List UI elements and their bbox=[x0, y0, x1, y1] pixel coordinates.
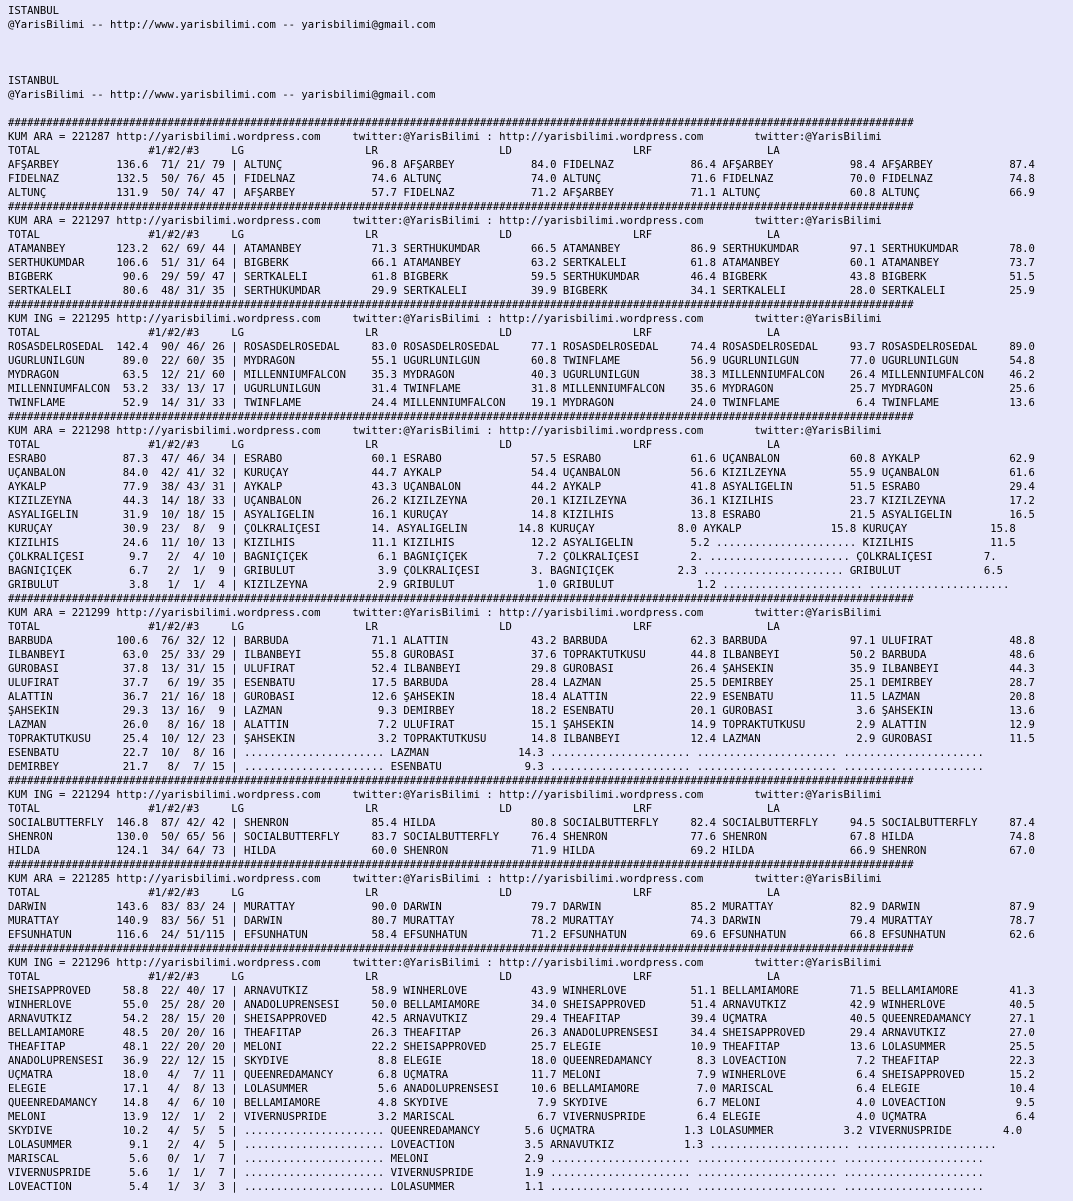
race-header-line: KUM ARA = 221287 http://yarisbilimi.wordpress.com twitter:@YarisBilimi : http://yarisbilimi.wordpress.com twitter:@YarisBilimi bbox=[8, 131, 882, 143]
horse-row: TOPRAKTUTKUSU 25.4 10/ 12/ 23 | ŞAHSEKİN 3.2 TOPRAKTUTKUSU 14.8 İLBANBEYİ 12.4 LAZMAN 2.9 GÜROBASI 11.5 bbox=[8, 733, 1035, 745]
race-header-line: KUM ARA = 221297 http://yarisbilimi.wordpress.com twitter:@YarisBilimi : http://yarisbilimi.wordpress.com twitter:@YarisBilimi bbox=[8, 215, 882, 227]
venue-title: ISTANBUL bbox=[8, 75, 60, 87]
horse-row: KIZILZEYNA 44.3 14/ 18/ 33 | UÇANBALON 26.2 KIZILZEYNA 20.1 KIZILZEYNA 36.1 KIZILHİS 23.7 KIZILZEYNA 17.2 bbox=[8, 495, 1035, 507]
horse-row: ANADOLUPRENSESİ 36.9 22/ 12/ 15 | SKYDIVE 8.8 ELEGİE 18.0 QUEENREDAMANCY 8.3 LOVEACTION 7.2 THEAFİTAP 22.3 bbox=[8, 1055, 1035, 1067]
blank-line bbox=[8, 33, 1073, 47]
horse-row: ŞAHSEKİN 29.3 13/ 16/ 9 | LAZMAN 9.3 DEMİRBEY 18.2 ESENBATU 20.1 GÜROBASI 3.6 ŞAHSEKİN 13.6 bbox=[8, 705, 1035, 717]
contact-line: @YarisBilimi -- http://www.yarisbilimi.com -- yarisbilimi@gmail.com bbox=[8, 19, 436, 31]
horse-row: AFŞARBEY 136.6 71/ 21/ 79 | ALTUNÇ 96.8 AFŞARBEY 84.0 FİDELNAZ 86.4 AFŞARBEY 98.4 AFŞARBEY 87.4 bbox=[8, 159, 1035, 171]
horse-row: ESRABO 87.3 47/ 46/ 34 | ESRABO 60.1 ESRABO 57.5 ESRABO 61.6 UÇANBALON 60.8 AYKALP 62.9 bbox=[8, 453, 1035, 465]
horse-row: MELONI 13.9 12/ 1/ 2 | VIVERNUSPRIDE 3.2 MARISCAL 6.7 VIVERNUSPRIDE 6.4 ELEGİE 4.0 ÜÇMATRA 6.4 bbox=[8, 1111, 1035, 1123]
race-header-line: KUM ING = 221296 http://yarisbilimi.wordpress.com twitter:@YarisBilimi : http://yarisbilimi.wordpress.com twitter:@YarisBilimi bbox=[8, 957, 882, 969]
column-header-line: TOTAL #1/#2/#3 LG LR LD LRF LA bbox=[8, 145, 780, 157]
horse-row: GÜROBASI 37.8 13/ 31/ 15 | ULUFIRAT 52.4 İLBANBEYİ 29.8 GÜROBASI 26.4 ŞAHSEKİN 35.9 İLBANBEYİ 44.3 bbox=[8, 663, 1035, 675]
section-separator: ############################################################################################################################################## bbox=[8, 943, 914, 955]
horse-row: ARNAVUTKIZ 54.2 28/ 15/ 20 | SHEISAPPROVED 42.5 ARNAVUTKIZ 29.4 THEAFİTAP 39.4 ÜÇMATRA 40.5 QUEENREDAMANCY 27.1 bbox=[8, 1013, 1035, 1025]
horse-row: ESENBATU 22.7 10/ 8/ 16 | ...................... LAZMAN 14.3 ...................... ...................... ...................... bbox=[8, 747, 984, 759]
horse-row: UĞURLUNİLGÜN 89.0 22/ 60/ 35 | MYDRAGON 55.1 UĞURLUNİLGÜN 60.8 TWINFLAME 56.9 UĞURLUNİLGÜN 77.0 UĞURLUNİLGÜN 54.8 bbox=[8, 355, 1035, 367]
column-header-line: TOTAL #1/#2/#3 LG LR LD LRF LA bbox=[8, 621, 780, 633]
horse-row: UÇANBALON 84.0 42/ 41/ 32 | KURUÇAY 44.7 AYKALP 54.4 UÇANBALON 56.6 KIZILZEYNA 55.9 UÇANBALON 61.6 bbox=[8, 467, 1035, 479]
horse-row: BELLAMIAMORE 48.5 20/ 20/ 16 | THEAFİTAP 26.3 THEAFİTAP 26.3 ANADOLUPRENSESİ 34.4 SHEISAPPROVED 29.4 ARNAVUTKIZ 27.0 bbox=[8, 1027, 1035, 1039]
race-header-line: KUM ARA = 221299 http://yarisbilimi.wordpress.com twitter:@YarisBilimi : http://yarisbilimi.wordpress.com twitter:@YarisBilimi bbox=[8, 607, 882, 619]
column-header-line: TOTAL #1/#2/#3 LG LR LD LRF LA bbox=[8, 887, 780, 899]
contact-line: @YarisBilimi -- http://www.yarisbilimi.com -- yarisbilimi@gmail.com bbox=[8, 89, 436, 101]
horse-row: ROSASDELROSEDAL 142.4 90/ 46/ 26 | ROSASDELROSEDAL 83.0 ROSASDELROSEDAL 77.1 ROSASDELROSEDAL 74.4 ROSASDELROSEDAL 93.7 ROSASDELROSEDAL 89.0 bbox=[8, 341, 1035, 353]
horse-row: ALATTİN 36.7 21/ 16/ 18 | GÜROBASI 12.6 ŞAHSEKİN 18.4 ALATTİN 22.9 ESENBATU 11.5 LAZMAN 20.8 bbox=[8, 691, 1035, 703]
horse-row: ALTUNÇ 131.9 50/ 74/ 47 | AFŞARBEY 57.7 FİDELNAZ 71.2 AFŞARBEY 71.1 ALTUNÇ 60.8 ALTUNÇ 66.9 bbox=[8, 187, 1035, 199]
horse-row: AYKALP 77.9 38/ 43/ 31 | AYKALP 43.3 UÇANBALON 44.2 AYKALP 41.8 ASYALIGELİN 51.5 ESRABO 29.4 bbox=[8, 481, 1035, 493]
horse-row: SOCIALBUTTERFLY 146.8 87/ 42/ 42 | SHENRON 85.4 HILDA 80.8 SOCIALBUTTERFLY 82.4 SOCIALBUTTERFLY 94.5 SOCIALBUTTERFLY 87.4 bbox=[8, 817, 1035, 829]
race-header-line: KUM ARA = 221298 http://yarisbilimi.wordpress.com twitter:@YarisBilimi : http://yarisbilimi.wordpress.com twitter:@YarisBilimi bbox=[8, 425, 882, 437]
horse-row: LAZMAN 26.0 8/ 16/ 18 | ALATTİN 7.2 ULUFIRAT 15.1 ŞAHSEKİN 14.9 TOPRAKTUTKUSU 2.9 ALATTİN 12.9 bbox=[8, 719, 1035, 731]
section-separator: ############################################################################################################################################## bbox=[8, 117, 914, 129]
blank-line bbox=[8, 103, 1073, 117]
column-header-line: TOTAL #1/#2/#3 LG LR LD LRF LA bbox=[8, 439, 780, 451]
horse-row: BAĞNIÇIÇEK 6.7 2/ 1/ 9 | GRİBULUT 3.9 ÇÖLKRALİÇESİ 3. BAĞNIÇIÇEK 2.3 ...................... GRİBULUT 6.5 bbox=[8, 565, 1003, 577]
horse-row: SHENRON 130.0 50/ 65/ 56 | SOCIALBUTTERFLY 83.7 SOCIALBUTTERFLY 76.4 SHENRON 77.6 SHENRON 67.8 HILDA 74.8 bbox=[8, 831, 1035, 843]
horse-row: MYDRAGON 63.5 12/ 21/ 60 | MILLENNIUMFALCON 35.3 MYDRAGON 40.3 UĞURLUNİLGÜN 38.3 MILLENNIUMFALCON 26.4 MILLENNIUMFALCON 46.2 bbox=[8, 369, 1035, 381]
horse-row: HILDA 124.1 34/ 64/ 73 | HILDA 60.0 SHENRON 71.9 HILDA 69.2 HILDA 66.9 SHENRON 67.0 bbox=[8, 845, 1035, 857]
horse-row: ULUFIRAT 37.7 6/ 19/ 35 | ESENBATU 17.5 BARBUDA 28.4 LAZMAN 25.5 DEMİRBEY 25.1 DEMİRBEY 28.7 bbox=[8, 677, 1035, 689]
race-header-line: KUM ING = 221294 http://yarisbilimi.wordpress.com twitter:@YarisBilimi : http://yarisbilimi.wordpress.com twitter:@YarisBilimi bbox=[8, 789, 882, 801]
horse-row: ELEGİE 17.1 4/ 8/ 13 | LOLASUMMER 5.6 ANADOLUPRENSESİ 10.6 BELLAMIAMORE 7.0 MARISCAL 6.4 ELEGİE 10.4 bbox=[8, 1083, 1035, 1095]
horse-row: ATAMANBEY 123.2 62/ 69/ 44 | ATAMANBEY 71.3 SERTHÜKÜMDAR 66.5 ATAMANBEY 86.9 SERTHÜKÜMDAR 97.1 SERTHÜKÜMDAR 78.0 bbox=[8, 243, 1035, 255]
horse-row: KURUÇAY 30.9 23/ 8/ 9 | ÇÖLKRALİÇESİ 14. ASYALIGELİN 14.8 KURUÇAY 8.0 AYKALP 15.8 KURUÇAY 15.8 bbox=[8, 523, 1016, 535]
horse-row: FİDELNAZ 132.5 50/ 76/ 45 | FİDELNAZ 74.6 ALTUNÇ 74.0 ALTUNÇ 71.6 FİDELNAZ 70.0 FİDELNAZ 74.8 bbox=[8, 173, 1035, 185]
section-separator: ############################################################################################################################################## bbox=[8, 299, 914, 311]
horse-row: SERTHÜKÜMDAR 106.6 51/ 31/ 64 | BİGBERK 66.1 ATAMANBEY 63.2 SERTKALELİ 61.8 ATAMANBEY 60.1 ATAMANBEY 73.7 bbox=[8, 257, 1035, 269]
venue-title: ISTANBUL bbox=[8, 5, 60, 17]
section-separator: ############################################################################################################################################## bbox=[8, 775, 914, 787]
horse-row: KIZILHİS 24.6 11/ 10/ 13 | KIZILHİS 11.1 KIZILHİS 12.2 ASYALIGELİN 5.2 ...................... KIZILHİS 11.5 bbox=[8, 537, 1016, 549]
horse-row: ÇÖLKRALİÇESİ 9.7 2/ 4/ 10 | BAĞNIÇIÇEK 6.1 BAĞNIÇIÇEK 7.2 ÇÖLKRALİÇESİ 2. ...................... ÇÖLKRALİÇESİ 7. bbox=[8, 551, 997, 563]
horse-row: SKYDIVE 10.2 4/ 5/ 5 | ...................... QUEENREDAMANCY 5.6 ÜÇMATRA 1.3 LOLASUMMER 3.2 VIVERNUSPRIDE 4.0 bbox=[8, 1125, 1023, 1137]
horse-row: LOLASUMMER 9.1 2/ 4/ 5 | ...................... LOVEACTION 3.5 ARNAVUTKIZ 1.3 ...................... ...................... bbox=[8, 1139, 997, 1151]
horse-row: GRİBULUT 3.8 1/ 1/ 4 | KIZILZEYNA 2.9 GRİBULUT 1.0 GRİBULUT 1.2 ...................... ...................... bbox=[8, 579, 1010, 591]
horse-row: VIVERNUSPRIDE 5.6 1/ 1/ 7 | ...................... VIVERNUSPRIDE 1.9 ...................... ...................... ...................... bbox=[8, 1167, 984, 1179]
horse-row: BİGBERK 90.6 29/ 59/ 47 | SERTKALELİ 61.8 BİGBERK 59.5 SERTHÜKÜMDAR 46.4 BİGBERK 43.8 BİGBERK 51.5 bbox=[8, 271, 1035, 283]
horse-row: THEAFİTAP 48.1 22/ 20/ 20 | MELONI 22.2 SHEISAPPROVED 25.7 ELEGİE 10.9 THEAFİTAP 13.6 LOLASUMMER 25.5 bbox=[8, 1041, 1035, 1053]
horse-row: SERTKALELİ 80.6 48/ 31/ 35 | SERTHÜKÜMDAR 29.9 SERTKALELİ 39.9 BİGBERK 34.1 SERTKALELİ 28.0 SERTKALELİ 25.9 bbox=[8, 285, 1035, 297]
horse-row: WINHERLOVE 55.0 25/ 28/ 20 | ANADOLUPRENSESİ 50.0 BELLAMIAMORE 34.0 SHEISAPPROVED 51.4 ARNAVUTKIZ 42.9 WINHERLOVE 40.5 bbox=[8, 999, 1035, 1011]
horse-row: LOVEACTION 5.4 1/ 3/ 3 | ...................... LOLASUMMER 1.1 ...................... ...................... ...................... bbox=[8, 1181, 984, 1193]
horse-row: TWINFLAME 52.9 14/ 31/ 33 | TWINFLAME 24.4 MILLENNIUMFALCON 19.1 MYDRAGON 24.0 TWINFLAME 6.4 TWINFLAME 13.6 bbox=[8, 397, 1035, 409]
horse-row: SHEISAPPROVED 58.8 22/ 40/ 17 | ARNAVUTKIZ 58.9 WINHERLOVE 43.9 WINHERLOVE 51.1 BELLAMIAMORE 71.5 BELLAMIAMORE 41.3 bbox=[8, 985, 1035, 997]
horse-row: ASYALIGELİN 31.9 10/ 18/ 15 | ASYALIGELİN 16.1 KURUÇAY 14.8 KIZILHİS 13.8 ESRABO 21.5 ASYALIGELİN 16.5 bbox=[8, 509, 1035, 521]
race-header-line: KUM ING = 221295 http://yarisbilimi.wordpress.com twitter:@YarisBilimi : http://yarisbilimi.wordpress.com twitter:@YarisBilimi bbox=[8, 313, 882, 325]
horse-row: İLBANBEYİ 63.0 25/ 33/ 29 | İLBANBEYİ 55.8 GÜROBASI 37.6 TOPRAKTUTKUSU 44.8 İLBANBEYİ 50.2 BARBUDA 48.6 bbox=[8, 649, 1035, 661]
horse-row: BARBUDA 100.6 76/ 32/ 12 | BARBUDA 71.1 ALATTİN 43.2 BARBUDA 62.3 BARBUDA 97.1 ULUFIRAT 48.8 bbox=[8, 635, 1035, 647]
race-header-line: KUM ARA = 221285 http://yarisbilimi.wordpress.com twitter:@YarisBilimi : http://yarisbilimi.wordpress.com twitter:@YarisBilimi bbox=[8, 873, 882, 885]
column-header-line: TOTAL #1/#2/#3 LG LR LD LRF LA bbox=[8, 327, 780, 339]
section-separator: ############################################################################################################################################## bbox=[8, 859, 914, 871]
horse-row: MURATTAY 140.9 83/ 56/ 51 | DARWIN 80.7 MURATTAY 78.2 MURATTAY 74.3 DARWIN 79.4 MURATTAY 78.7 bbox=[8, 915, 1035, 927]
column-header-line: TOTAL #1/#2/#3 LG LR LD LRF LA bbox=[8, 971, 780, 983]
section-separator: ############################################################################################################################################## bbox=[8, 201, 914, 213]
horse-row: EFSUNHATUN 116.6 24/ 51/115 | EFSUNHATUN 58.4 EFSUNHATUN 71.2 EFSUNHATUN 69.6 EFSUNHATUN 66.8 EFSUNHATUN 62.6 bbox=[8, 929, 1035, 941]
horse-row: QUEENREDAMANCY 14.8 4/ 6/ 10 | BELLAMIAMORE 4.8 SKYDIVE 7.9 SKYDIVE 6.7 MELONI 4.0 LOVEACTION 9.5 bbox=[8, 1097, 1035, 1109]
column-header-line: TOTAL #1/#2/#3 LG LR LD LRF LA bbox=[8, 229, 780, 241]
horse-row: MILLENNIUMFALCON 53.2 33/ 13/ 17 | UĞURLUNİLGÜN 31.4 TWINFLAME 31.8 MILLENNIUMFALCON 35.6 MYDRAGON 25.7 MYDRAGON 25.6 bbox=[8, 383, 1035, 395]
horse-row: DARWIN 143.6 83/ 83/ 24 | MURATTAY 90.0 DARWIN 79.7 DARWIN 85.2 MURATTAY 82.9 DARWIN 87.9 bbox=[8, 901, 1035, 913]
section-separator: ############################################################################################################################################## bbox=[8, 593, 914, 605]
section-separator: ############################################################################################################################################## bbox=[8, 411, 914, 423]
horse-row: DEMİRBEY 21.7 8/ 7/ 15 | ...................... ESENBATU 9.3 ...................... ...................... ...................... bbox=[8, 761, 984, 773]
horse-row: MARISCAL 5.6 0/ 1/ 7 | ...................... MELONI 2.9 ...................... ...................... ...................... bbox=[8, 1153, 984, 1165]
column-header-line: TOTAL #1/#2/#3 LG LR LD LRF LA bbox=[8, 803, 780, 815]
blank-line bbox=[8, 47, 1073, 61]
horse-row: ÜÇMATRA 18.0 4/ 7/ 11 | QUEENREDAMANCY 6.8 ÜÇMATRA 11.7 MELONI 7.9 WINHERLOVE 6.4 SHEISAPPROVED 15.2 bbox=[8, 1069, 1035, 1081]
blank-line bbox=[8, 61, 1073, 75]
